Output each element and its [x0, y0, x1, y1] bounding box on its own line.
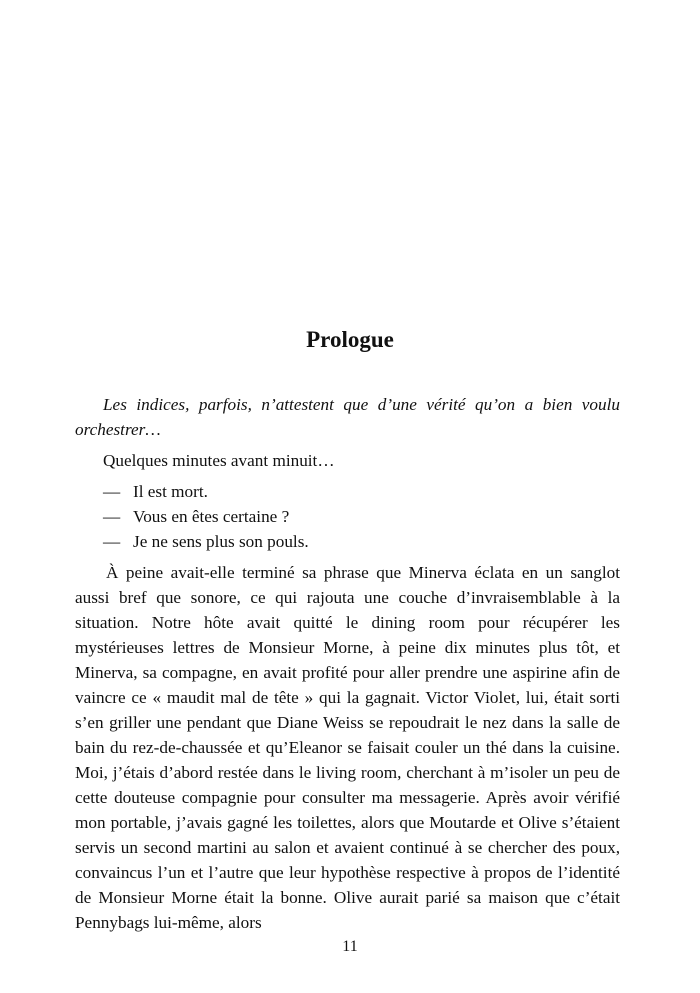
body-paragraph: À peine avait-elle terminé sa phrase que Minerva éclata en un sanglot aussi bref que sonore, ce qui rajouta une couche d’invraisemblable à la situation. Notre hôte avait quitté le dining room pour récupérer les mystérieuses lettres de Monsieur Morne, à peine dix minutes plus tôt, et Minerva, sa compagne, en avait profité pour aller prendre une aspirine afin de vaincre ce « maudit mal de tête » qui la gagnait. Victor Violet, lui, était sorti s’en griller une pendant que Diane Weiss se repoudrait le nez dans la salle de bain du rez-de-chaussée et qu’Eleanor se faisait couler un thé dans la cuisine. Moi, j’étais d’abord restée dans le living room, cherchant à m’isoler un peu de cette douteuse compagnie pour consulter ma messagerie. Après avoir vérifié mon portable, j’avais gagné les toilettes, alors que Moutarde et Olive s’étaient servis un second martini au salon et avaient continué à se chercher des poux, convaincus l’un et l’autre que leur hypothèse respective à propos de l’identité de Monsieur Morne était la bonne. Olive aurait parié sa maison que c’était Pennybags lui-même, alors — [75, 563, 620, 932]
dialogue-text: Je ne sens plus son pouls. — [133, 532, 309, 551]
time-indicator: Quelques minutes avant minuit… — [103, 451, 335, 470]
dialogue-group — [75, 479, 620, 554]
dialogue-line — [75, 529, 620, 554]
dialogue-dash: — — [103, 482, 121, 501]
dialogue-line — [75, 504, 620, 529]
chapter-title: Prologue — [306, 327, 394, 352]
page-number: 11 — [342, 938, 358, 955]
dialogue-dash: — — [103, 532, 121, 551]
dialogue-text: Vous en êtes certaine ? — [133, 507, 290, 526]
epigraph: Les indices, parfois, n’attestent que d’une vérité qu’on a bien voulu orchestrer… — [75, 395, 620, 439]
dialogue-text: Il est mort. — [133, 482, 208, 501]
dialogue-line — [75, 479, 620, 504]
chapter-text — [75, 392, 620, 935]
dialogue-dash: — — [103, 507, 121, 526]
